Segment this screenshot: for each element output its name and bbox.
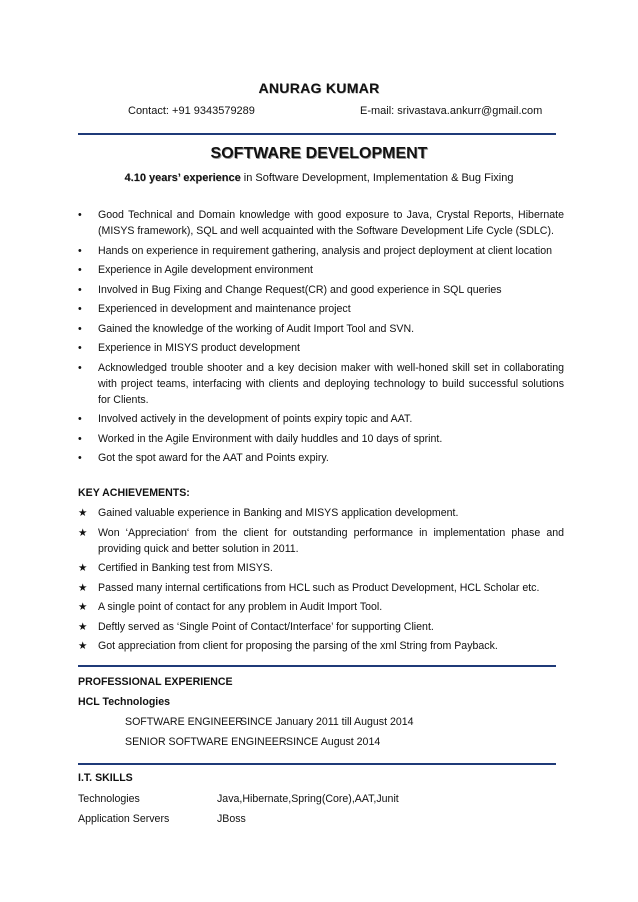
list-item: ★ Deftly served as ‘Single Point of Contact/Interface’ for supporting Client. [78,620,434,633]
bullet-icon: • [78,264,82,276]
experience-years: 4.10 years’ experience [124,172,241,184]
list-item: • Acknowledged trouble shooter and a key decision maker with well-honed skill set in collaborating with project teams, interfacing with clients and deploying technology to build successful solutions for Clients. [78,361,564,406]
star-icon: ★ [78,620,88,633]
list-item: ★ Got appreciation from client for proposing the parsing of the xml String from Payback. [78,640,498,652]
contact-email: E-mail: srivastava.ankurr@gmail.com [360,105,543,117]
list-item: • Involved actively in the development of points expiry topic and AAT. [78,413,413,425]
role-period: SINCE January 2011 till August 2014 [240,716,414,728]
contact-phone: Contact: +91 9343579289 [128,105,255,117]
list-item: ★ Passed many internal certifications from HCL such as Product Development, HCL Scholar etc. [78,581,540,594]
skills-heading: I.T. SKILLS [78,772,133,784]
role-title: SOFTWARE ENGINEER [125,716,243,728]
list-item: • Involved in Bug Fixing and Change Request(CR) and good experience in SQL queries [78,283,502,296]
list-item: • Worked in the Agile Environment with daily huddles and 10 days of sprint. [78,432,443,445]
list-item: • Got the spot award for the AAT and Points expiry. [78,452,329,464]
highlights-list [78,207,564,470]
list-item: • Hands on experience in requirement gathering, analysis and project deployment at client location [78,244,553,257]
bullet-icon: • [78,432,82,445]
achievements-list [78,505,564,658]
star-icon: ★ [78,601,88,613]
list-item: • Experienced in development and maintenance project [78,303,351,315]
summary-title: SOFTWARE DEVELOPMENT [210,145,428,162]
list-item: • Experience in Agile development environment [78,264,313,276]
achievements-heading: KEY ACHIEVEMENTS: [78,487,190,499]
experience-heading: PROFESSIONAL EXPERIENCE [78,676,233,688]
bullet-icon: • [78,413,82,425]
list-item: • Experience in MISYS product development [78,342,300,354]
star-icon: ★ [78,562,88,574]
bullet-icon: • [78,322,82,335]
experience-summary [0,172,638,184]
bullet-icon: • [78,303,82,315]
star-icon: ★ [78,507,88,519]
skill-value: JBoss [217,813,246,825]
candidate-name: ANURAG KUMAR [258,80,380,96]
list-item: ★ A single point of contact for any problem in Audit Import Tool. [78,601,383,613]
role-period: SINCE August 2014 [286,736,381,748]
star-icon: ★ [78,526,88,539]
bullet-icon: • [78,342,82,354]
section-divider [78,763,556,765]
list-item: • Gained the knowledge of the working of Audit Import Tool and SVN. [78,322,415,335]
bullet-icon: • [78,361,82,374]
skill-label: Application Servers [78,813,170,825]
experience-description: in Software Development, Implementation & Bug Fixing [240,172,514,184]
list-item: ★ Certified in Banking test from MISYS. [78,562,273,574]
role-title: SENIOR SOFTWARE ENGINEER [125,736,287,748]
bullet-icon: • [78,283,82,296]
list-item: ★ Gained valuable experience in Banking and MISYS application development. [78,507,459,519]
skill-value: Java,Hibernate,Spring(Core),AAT,Junit [217,793,399,805]
bullet-icon: • [78,244,82,257]
skill-label: Technologies [78,793,140,805]
company-name: HCL Technologies [78,696,171,708]
bullet-icon: • [78,452,82,464]
bullet-icon: • [78,209,82,221]
list-item: • Good Technical and Domain knowledge with good exposure to Java, Crystal Reports, Hibernate (MISYS framework), SQL and well acquainted with the Software Development Life Cycle (SDLC). [78,209,564,237]
star-icon: ★ [78,640,88,652]
header-divider [78,133,556,135]
list-item: ★ Won ‘Appreciation‘ from the client for outstanding performance in implementation phase and providing quick and better solution in 2011. [78,526,564,555]
section-divider [78,665,556,667]
star-icon: ★ [78,581,88,594]
